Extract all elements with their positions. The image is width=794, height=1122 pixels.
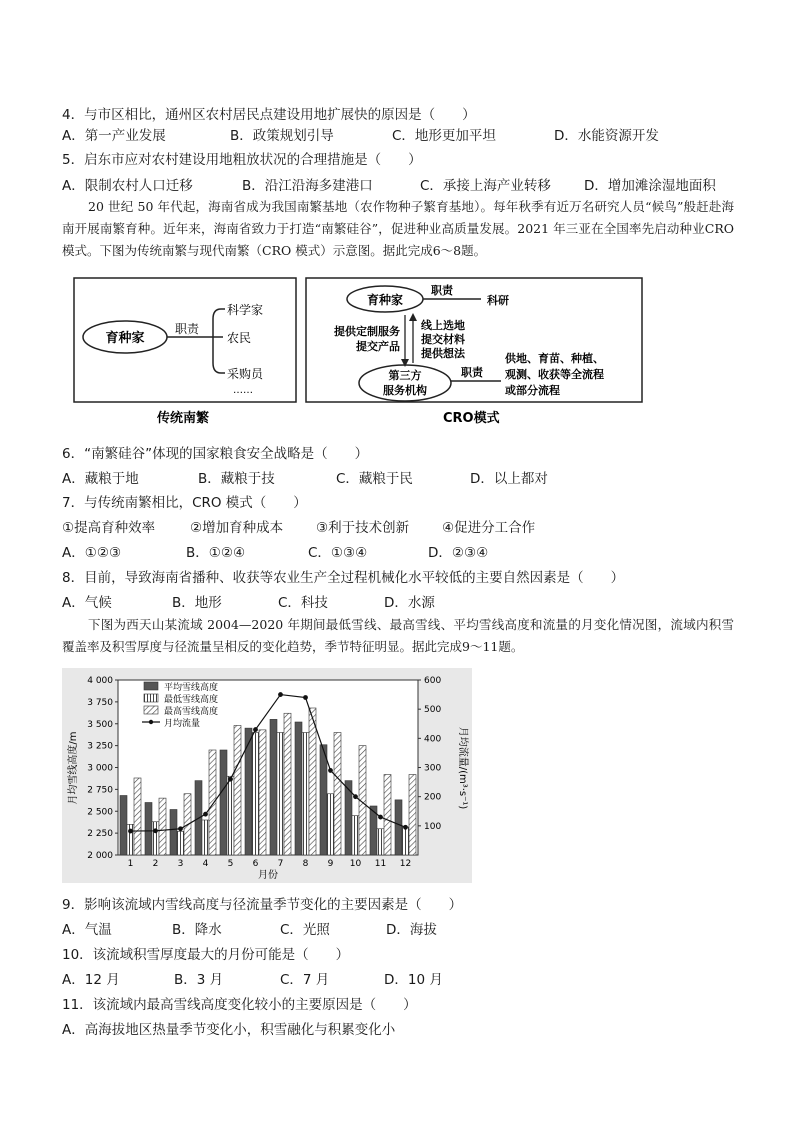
q4-option-a[interactable]: A．第一产业发展 <box>62 128 166 144</box>
q5-option-a[interactable]: A．限制农村人口迁移 <box>62 178 193 194</box>
y-axis-right-label: 月均流量/(m³·s⁻¹) <box>457 726 468 810</box>
legend-label: 平均雪线高度 <box>164 683 219 693</box>
cro-left-line2: 提交产品 <box>356 340 400 353</box>
y-tick-label: 3 500 <box>87 719 113 730</box>
passage-nanfan: 20 世纪 50 年代起，海南省成为我国南繁基地（农作物种子繁育基地）。每年秋季有近万名研究人员“候鸟”般赶赴海南开展南繁育种。近年来，海南省致力于打造“南繁硅谷”，促进种业高质量发展。2021 年三亚在全国率先启动种业CRO 模式。下图为传统南繁与现代南繁（CRO 模式）示意图。据此完成6～8题。 <box>62 199 734 258</box>
legend-label: 最低雪线高度 <box>164 695 219 705</box>
y-tick-label: 3 250 <box>87 741 113 752</box>
q10-option-b[interactable]: B．3 月 <box>174 972 224 988</box>
q7-statement-3: ③利于技术创新 <box>316 520 410 536</box>
bar-max-snowline <box>334 733 341 856</box>
bar-min-snowline <box>302 733 309 856</box>
diagram-traditional-nanfan <box>73 277 297 427</box>
q4-option-b[interactable]: B．政策规划引导 <box>230 128 334 144</box>
flow-point <box>128 829 133 834</box>
bar-min-snowline <box>377 829 384 855</box>
q4-option-d[interactable]: D．水能资源开发 <box>554 128 659 144</box>
x-tick-label: 12 <box>399 859 412 869</box>
third-party-line2: 服务机构 <box>383 384 427 397</box>
y-tick-label: 2 250 <box>87 829 113 840</box>
x-tick-label: 7 <box>277 859 284 869</box>
passage-snowline: 下图为西天山某流域 2004—2020 年期间最低雪线、最高雪线、平均雪线高度和流量的月变化情况图，流域内积雪覆盖率及积雪厚度与径流量呈相反的变化趋势，季节特征明显。据此完成9～11题。 <box>62 617 734 654</box>
bar-max-snowline <box>134 778 141 855</box>
cro-breeder-label: 育种家 <box>366 293 404 307</box>
bar-min-snowline <box>327 794 334 855</box>
x-axis-label: 月份 <box>258 870 278 881</box>
y-tick-label: 3 000 <box>87 763 113 774</box>
x-tick-label: 2 <box>152 859 159 869</box>
question-4-stem: 4．与市区相比，通州区农村居民点建设用地扩展快的原因是（ ） <box>62 107 476 123</box>
q9-option-a[interactable]: A．气温 <box>62 922 112 938</box>
bar-avg-snowline <box>170 810 177 856</box>
role-purchaser: 采购员 <box>227 367 264 381</box>
bar-min-snowline <box>252 733 259 856</box>
y-tick-label: 2 000 <box>87 851 113 861</box>
question-6-stem: 6．“南繁硅谷”体现的国家粮食安全战略是（ ） <box>62 446 369 462</box>
q7-option-a[interactable]: A．①②③ <box>62 545 122 561</box>
cro-service-line1: 供地、育苗、种植、 <box>505 352 604 365</box>
legend-swatch <box>144 694 158 702</box>
q6-option-d[interactable]: D．以上都对 <box>470 471 548 487</box>
q9-option-c[interactable]: C．光照 <box>280 922 330 938</box>
x-tick-label: 1 <box>127 859 134 869</box>
q7-option-d[interactable]: D．②③④ <box>428 545 489 561</box>
q10-option-a[interactable]: A．12 月 <box>62 972 120 988</box>
y-tick-label: 4 000 <box>87 676 113 686</box>
x-tick-label: 11 <box>374 859 387 869</box>
q9-option-d[interactable]: D．海拔 <box>386 922 437 938</box>
q10-option-c[interactable]: C．7 月 <box>280 972 330 988</box>
bar-avg-snowline <box>295 722 302 855</box>
diagram-cro-model <box>305 277 645 427</box>
y-right-tick-label: 500 <box>424 705 442 716</box>
y-right-tick-label: 600 <box>424 676 442 686</box>
cro-right-line1: 线上选地 <box>421 319 465 332</box>
bar-avg-snowline <box>145 803 152 856</box>
y-right-tick-label: 400 <box>424 734 442 745</box>
snowline-runoff-chart <box>62 668 472 883</box>
flow-point <box>403 825 408 830</box>
y-axis-label: 月均雪线高度/m <box>68 731 79 805</box>
flow-point <box>253 727 258 732</box>
q7-option-b[interactable]: B．①②④ <box>186 545 246 561</box>
y-tick-label: 2 500 <box>87 807 113 818</box>
duty-label: 职责 <box>175 322 200 336</box>
legend-point-swatch <box>149 720 153 724</box>
cro-service-line3: 或部分流程 <box>505 384 560 397</box>
flow-point <box>278 692 283 697</box>
bar-max-snowline <box>284 713 291 855</box>
bar-avg-snowline <box>395 800 402 855</box>
bar-avg-snowline <box>270 719 277 855</box>
bar-min-snowline <box>402 827 409 855</box>
question-5-stem: 5．启东市应对农村建设用地粗放状况的合理措施是（ ） <box>62 152 422 168</box>
q6-option-a[interactable]: A．藏粮于地 <box>62 471 139 487</box>
q8-option-c[interactable]: C．科技 <box>278 595 328 611</box>
q9-option-b[interactable]: B．降水 <box>172 922 222 938</box>
question-9-stem: 9．影响该流域内雪线高度与径流量季节变化的主要因素是（ ） <box>62 897 463 913</box>
legend-label: 月均流量 <box>164 719 201 729</box>
x-tick-label: 3 <box>177 859 184 869</box>
bar-avg-snowline <box>120 796 127 856</box>
third-party-line1: 第三方 <box>388 369 422 382</box>
flow-point <box>153 828 158 833</box>
q7-statement-2: ②增加育种成本 <box>190 520 284 536</box>
role-more: …… <box>233 385 253 396</box>
flow-point <box>178 826 183 831</box>
bar-max-snowline <box>384 775 391 856</box>
x-tick-label: 9 <box>327 859 334 869</box>
q4-option-c[interactable]: C．地形更加平坦 <box>392 128 496 144</box>
x-tick-label: 4 <box>202 859 209 869</box>
question-11-stem: 11．该流域内最高雪线高度变化较小的主要原因是（ ） <box>62 997 417 1013</box>
legend-swatch <box>144 706 158 714</box>
flow-point <box>303 695 308 700</box>
bar-min-snowline <box>177 831 184 855</box>
q5-option-d[interactable]: D．增加滩涂湿地面积 <box>584 178 716 194</box>
flow-point <box>328 768 333 773</box>
x-tick-label: 10 <box>349 859 362 869</box>
bar-min-snowline <box>202 820 209 855</box>
caption-cro: CRO模式 <box>443 411 500 426</box>
cro-duty-top: 职责 <box>431 284 453 297</box>
y-tick-label: 3 750 <box>87 697 113 708</box>
cro-service-line2: 观测、收获等全流程 <box>505 368 604 381</box>
question-8-stem: 8．目前，导致海南省播种、收获等农业生产全过程机械化水平较低的主要自然因素是（ ） <box>62 570 625 586</box>
flow-point <box>203 812 208 817</box>
x-tick-label: 5 <box>227 859 234 869</box>
q8-option-d[interactable]: D．水源 <box>384 595 435 611</box>
caption-traditional: 传统南繁 <box>157 411 210 426</box>
x-tick-label: 8 <box>302 859 309 869</box>
q5-option-c[interactable]: C．承接上海产业转移 <box>420 178 551 194</box>
y-right-tick-label: 300 <box>424 763 442 774</box>
bar-avg-snowline <box>320 745 327 855</box>
bar-max-snowline <box>409 775 416 856</box>
q10-option-d[interactable]: D．10 月 <box>384 972 443 988</box>
y-right-tick-label: 100 <box>424 821 442 832</box>
bar-max-snowline <box>309 708 316 855</box>
breeder-label: 育种家 <box>105 331 145 346</box>
cro-right-line2: 提交材料 <box>421 333 465 346</box>
bar-avg-snowline <box>220 750 227 855</box>
x-tick-label: 6 <box>252 859 259 869</box>
flow-point <box>353 794 358 799</box>
role-scientist: 科学家 <box>227 303 264 317</box>
q8-option-a[interactable]: A．气候 <box>62 595 112 611</box>
y-tick-label: 2 750 <box>87 785 113 796</box>
flow-point <box>228 777 233 782</box>
legend-label: 最高雪线高度 <box>164 707 219 717</box>
question-7-stem: 7．与传统南繁相比，CRO 模式（ ） <box>62 495 307 511</box>
q6-option-c[interactable]: C．藏粮于民 <box>336 471 413 487</box>
bar-min-snowline <box>352 816 359 855</box>
q8-option-b[interactable]: B．地形 <box>172 595 222 611</box>
flow-point <box>378 815 383 820</box>
bar-max-snowline <box>259 730 266 855</box>
cro-right-line3: 提供想法 <box>421 347 465 360</box>
bar-min-snowline <box>277 733 284 856</box>
role-farmer: 农民 <box>227 331 252 345</box>
q7-statement-4: ④促进分工合作 <box>442 520 536 536</box>
bar-min-snowline <box>152 822 159 855</box>
bar-max-snowline <box>159 798 166 855</box>
q7-option-c[interactable]: C．①③④ <box>308 545 368 561</box>
cro-left-line1: 提供定制服务 <box>334 325 400 338</box>
y-right-tick-label: 200 <box>424 792 442 803</box>
q7-statement-1: ①提高育种效率 <box>62 520 156 536</box>
cro-research: 科研 <box>487 294 509 307</box>
q11-option-a[interactable]: A．高海拔地区热量季节变化小，积雪融化与积累变化小 <box>62 1022 396 1038</box>
question-10-stem: 10．该流域积雪厚度最大的月份可能是（ ） <box>62 947 350 963</box>
q6-option-b[interactable]: B．藏粮于技 <box>198 471 275 487</box>
q5-option-b[interactable]: B．沿江沿海多建港口 <box>242 178 373 194</box>
cro-duty-bottom: 职责 <box>461 366 483 379</box>
legend-swatch <box>144 682 158 690</box>
bar-max-snowline <box>234 726 241 856</box>
bar-min-snowline <box>227 776 234 855</box>
bar-max-snowline <box>209 750 216 855</box>
